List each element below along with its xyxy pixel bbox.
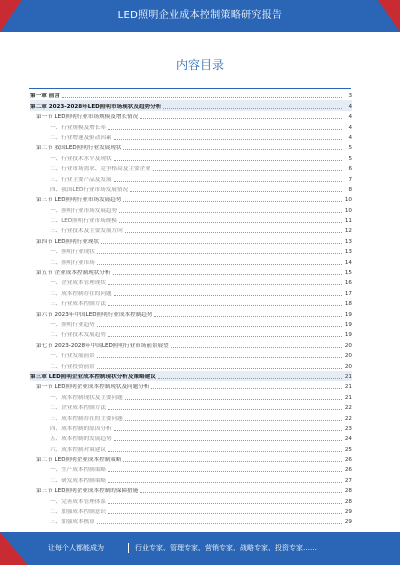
toc-subsection-entry[interactable] [30, 329, 352, 339]
toc-entry-label: 第三章 LED照明企业成本控制现状分析及策略建议 [30, 373, 156, 380]
toc-subsection-entry[interactable] [30, 215, 352, 225]
toc-entry-page: 19 [344, 321, 352, 328]
toc-entry-page: 19 [344, 311, 352, 318]
toc-dot-leader [153, 170, 342, 171]
toc-entry-page: 22 [344, 405, 352, 412]
toc-entry-page: 7 [348, 176, 352, 183]
toc-subsection-entry[interactable] [30, 256, 352, 266]
toc-section-entry[interactable] [30, 339, 352, 349]
toc-entry-label: 二、企业成本控制方法 [50, 405, 106, 412]
toc-dot-leader [154, 316, 342, 317]
toc-entry-label: 三、加强成本核算 [50, 519, 95, 526]
toc-subsection-entry[interactable] [30, 225, 352, 235]
toc-section-entry[interactable] [30, 142, 352, 152]
toc-dot-leader [119, 222, 342, 223]
toc-entry-label: 一、行业技术水平及现状 [50, 155, 112, 162]
toc-entry-label: 二、照明行业市场 [50, 259, 95, 266]
toc-entry-label: 第一节 LED照明企业成本控制现状及问题分析 [36, 384, 150, 391]
toc-dot-leader [97, 357, 342, 358]
toc-section-entry[interactable] [30, 485, 352, 495]
toc-dot-leader [108, 409, 342, 410]
toc-entry-label: 第三节 LED照明企业成本控制的保障措施 [36, 488, 139, 495]
toc-entry-page: 4 [348, 114, 352, 121]
toc-entry-page: 29 [344, 509, 352, 516]
toc-entry-page: 17 [344, 290, 352, 297]
toc-entry-page: 4 [348, 124, 352, 131]
toc-dot-leader [163, 108, 342, 109]
footer-separator [128, 543, 129, 553]
toc-entry-label: 二、研发成本控制策略 [50, 477, 106, 484]
toc-dot-leader [97, 253, 342, 254]
toc-entry-page: 5 [348, 145, 352, 152]
toc-entry-label: 三、行业技术及主要发展方向 [50, 228, 123, 235]
toc-dot-leader [114, 440, 342, 441]
toc-subsection-entry[interactable] [30, 474, 352, 484]
toc-entry-page: 10 [344, 197, 352, 204]
toc-entry-page: 28 [344, 488, 352, 495]
toc-entry-label: 五、成本控制的发展趋势 [50, 436, 112, 443]
toc-entry-label: 第六节 2023年中国LED照明行业成本控制趋势 [36, 311, 153, 318]
footer-banner [0, 532, 400, 565]
toc-entry-page: 13 [344, 249, 352, 256]
toc-entry-label: 一、完善成本管理体系 [50, 498, 106, 505]
toc-section-entry[interactable] [30, 267, 352, 277]
toc-entry-page: 20 [344, 342, 352, 349]
toc-entry-page: 18 [344, 301, 352, 308]
toc-entry-page: 6 [348, 166, 352, 173]
toc-entry-label: 二、成本控制存在的问题 [50, 290, 112, 297]
table-of-contents [30, 90, 352, 526]
toc-entry-page: 23 [344, 425, 352, 432]
toc-subsection-entry[interactable] [30, 506, 352, 516]
toc-dot-leader [140, 492, 342, 493]
toc-entry-page: 14 [344, 259, 352, 266]
toc-entry-label: 一、生产成本控制策略 [50, 467, 106, 474]
toc-entry-page: 19 [344, 332, 352, 339]
toc-entry-label: 一、行业发展前景 [50, 353, 95, 360]
toc-dot-leader [151, 388, 342, 389]
toc-dot-leader [97, 523, 342, 524]
toc-entry-page: 26 [344, 467, 352, 474]
toc-subsection-entry[interactable] [30, 495, 352, 505]
toc-section-entry[interactable] [30, 194, 352, 204]
toc-entry-page: 3 [348, 93, 352, 100]
toc-subsection-entry[interactable] [30, 423, 352, 433]
toc-entry-label: 一、企业成本管理现状 [50, 280, 106, 287]
toc-heading: 内容目录 [175, 58, 224, 72]
toc-entry-page: 22 [344, 415, 352, 422]
toc-entry-label: 二、行业投资前景 [50, 363, 95, 370]
header-accent-right [378, 0, 400, 32]
toc-entry-label: 第二节 LED照明企业成本控制策略 [36, 457, 122, 464]
toc-dot-leader [62, 97, 342, 98]
toc-dot-leader [119, 212, 342, 213]
toc-dot-leader [114, 295, 342, 296]
toc-entry-label: 三、行业主要产品及发展 [50, 176, 112, 183]
toc-entry-page: 4 [348, 103, 352, 110]
toc-entry-label: 六、成本控制对策建议 [50, 446, 106, 453]
toc-dot-leader [125, 232, 342, 233]
toc-entry-label: 第二节 我国LED照明行业发展现状 [36, 145, 122, 152]
toc-subsection-entry[interactable] [30, 350, 352, 360]
footer-advisors [128, 532, 317, 565]
toc-entry-label: 第一节 LED照明行业市场规模及增长情况 [36, 114, 139, 121]
toc-subsection-entry[interactable] [30, 121, 352, 131]
toc-entry-label: 二、行业市场需求、竞争格局及主要企业 [50, 166, 151, 173]
toc-entry-label: 三、行业成本控制方法 [50, 301, 106, 308]
toc-entry-page: 20 [344, 363, 352, 370]
toc-subsection-entry[interactable] [30, 433, 352, 443]
toc-entry-page: 13 [344, 238, 352, 245]
toc-entry-label: 二、行业技术发展趋势 [50, 332, 106, 339]
toc-dot-leader [130, 191, 342, 192]
toc-dot-leader [101, 243, 342, 244]
toc-chapter-entry[interactable] [30, 100, 352, 110]
toc-subsection-entry[interactable] [30, 319, 352, 329]
toc-entry-page: 26 [344, 457, 352, 464]
toc-subsection-entry[interactable] [30, 152, 352, 162]
toc-entry-page: 24 [344, 436, 352, 443]
toc-entry-label: 第七节 2023-2028年中国LED照明行业市场前景展望 [36, 342, 169, 349]
toc-entry-label: 三、成本控制存在的主要问题 [50, 415, 123, 422]
toc-dot-leader [108, 513, 342, 514]
toc-chapter-entry[interactable] [30, 371, 352, 381]
toc-entry-label: 一、照明行业市场发展趋势 [50, 207, 118, 214]
toc-dot-leader [123, 149, 342, 150]
header-banner [0, 0, 400, 32]
toc-entry-label: 四、成本控制的原因分析 [50, 425, 112, 432]
toc-dot-leader [125, 399, 342, 400]
toc-entry-page: 21 [344, 384, 352, 391]
toc-entry-label: 二、LED照明行业市场规模 [50, 218, 117, 225]
toc-dot-leader [97, 264, 342, 265]
toc-subsection-entry[interactable] [30, 298, 352, 308]
toc-section-entry[interactable] [30, 235, 352, 245]
footer-advisors-text: 行业专家、管理专家、营销专家、战略专家、投资专家…… [135, 544, 317, 552]
toc-dot-leader [97, 326, 342, 327]
toc-dot-leader [108, 482, 342, 483]
toc-entry-page: 16 [344, 280, 352, 287]
toc-section-entry[interactable] [30, 454, 352, 464]
toc-subsection-entry[interactable] [30, 132, 352, 142]
toc-entry-page: 11 [344, 218, 352, 225]
toc-entry-page: 29 [344, 519, 352, 526]
toc-section-entry[interactable] [30, 381, 352, 391]
toc-entry-label: 二、加强成本控制意识 [50, 509, 106, 516]
toc-dot-leader [114, 430, 342, 431]
toc-subsection-entry[interactable] [30, 412, 352, 422]
toc-subsection-entry[interactable] [30, 516, 352, 526]
toc-dot-leader [123, 461, 342, 462]
toc-divider [29, 88, 351, 89]
toc-entry-label: 一、成本控制现状及主要问题 [50, 394, 123, 401]
toc-subsection-entry[interactable] [30, 277, 352, 287]
toc-dot-leader [108, 451, 342, 452]
toc-dot-leader [123, 201, 342, 202]
toc-entry-label: 四、我国LED行业市场发展情况 [50, 186, 129, 193]
toc-entry-label: 第二章 2023-2028年LED照明市场现状及趋势分析 [30, 103, 162, 110]
footer-slogan: 让每个人都能成为 [48, 544, 104, 552]
toc-entry-page: 8 [348, 186, 352, 193]
toc-dot-leader [108, 471, 342, 472]
toc-entry-page: 5 [348, 155, 352, 162]
toc-dot-leader [97, 368, 342, 369]
toc-dot-leader [125, 420, 342, 421]
toc-subsection-entry[interactable] [30, 443, 352, 453]
toc-dot-leader [114, 181, 342, 182]
toc-entry-label: 一、照明行业趋势 [50, 321, 95, 328]
toc-entry-label: 第一章 前言 [30, 93, 60, 100]
toc-dot-leader [108, 336, 342, 337]
toc-subsection-entry[interactable] [30, 204, 352, 214]
toc-entry-label: 第五节 企业成本控制现状分析 [36, 270, 111, 277]
footer-accent [0, 532, 28, 565]
toc-entry-label: 一、行业规模及增长率 [50, 124, 106, 131]
toc-entry-label: 第四节 LED照明行业现状 [36, 238, 100, 245]
toc-entry-page: 27 [344, 477, 352, 484]
toc-dot-leader [114, 139, 342, 140]
toc-entry-page: 20 [344, 353, 352, 360]
toc-dot-leader [140, 118, 342, 119]
toc-subsection-entry[interactable] [30, 360, 352, 370]
toc-entry-page: 12 [344, 228, 352, 235]
toc-entry-page: 4 [348, 134, 352, 141]
toc-subsection-entry[interactable] [30, 464, 352, 474]
toc-entry-label: 一、照明行业现状 [50, 249, 95, 256]
toc-entry-page: 25 [344, 446, 352, 453]
toc-entry-page: 21 [344, 394, 352, 401]
toc-section-entry[interactable] [30, 308, 352, 318]
toc-dot-leader [114, 160, 342, 161]
toc-chapter-entry[interactable] [30, 90, 352, 100]
toc-entry-page: 15 [344, 270, 352, 277]
toc-subsection-entry[interactable] [30, 287, 352, 297]
toc-dot-leader [108, 503, 342, 504]
toc-subsection-entry[interactable] [30, 173, 352, 183]
toc-entry-page: 21 [344, 373, 352, 380]
toc-dot-leader [158, 378, 342, 379]
toc-entry-label: 二、行业增速及驱动因素 [50, 134, 112, 141]
toc-entry-page: 10 [344, 207, 352, 214]
toc-subsection-entry[interactable] [30, 184, 352, 194]
toc-section-entry[interactable] [30, 111, 352, 121]
toc-subsection-entry[interactable] [30, 246, 352, 256]
toc-subsection-entry[interactable] [30, 402, 352, 412]
report-title: LED照明企业成本控制策略研究报告 [117, 10, 283, 21]
toc-dot-leader [108, 129, 342, 130]
toc-entry-label: 第三节 LED照明行业市场发展趋势 [36, 197, 122, 204]
toc-dot-leader [171, 347, 342, 348]
toc-dot-leader [113, 274, 343, 275]
toc-dot-leader [108, 305, 342, 306]
toc-subsection-entry[interactable] [30, 163, 352, 173]
toc-subsection-entry[interactable] [30, 391, 352, 401]
toc-dot-leader [108, 284, 342, 285]
toc-entry-page: 28 [344, 498, 352, 505]
